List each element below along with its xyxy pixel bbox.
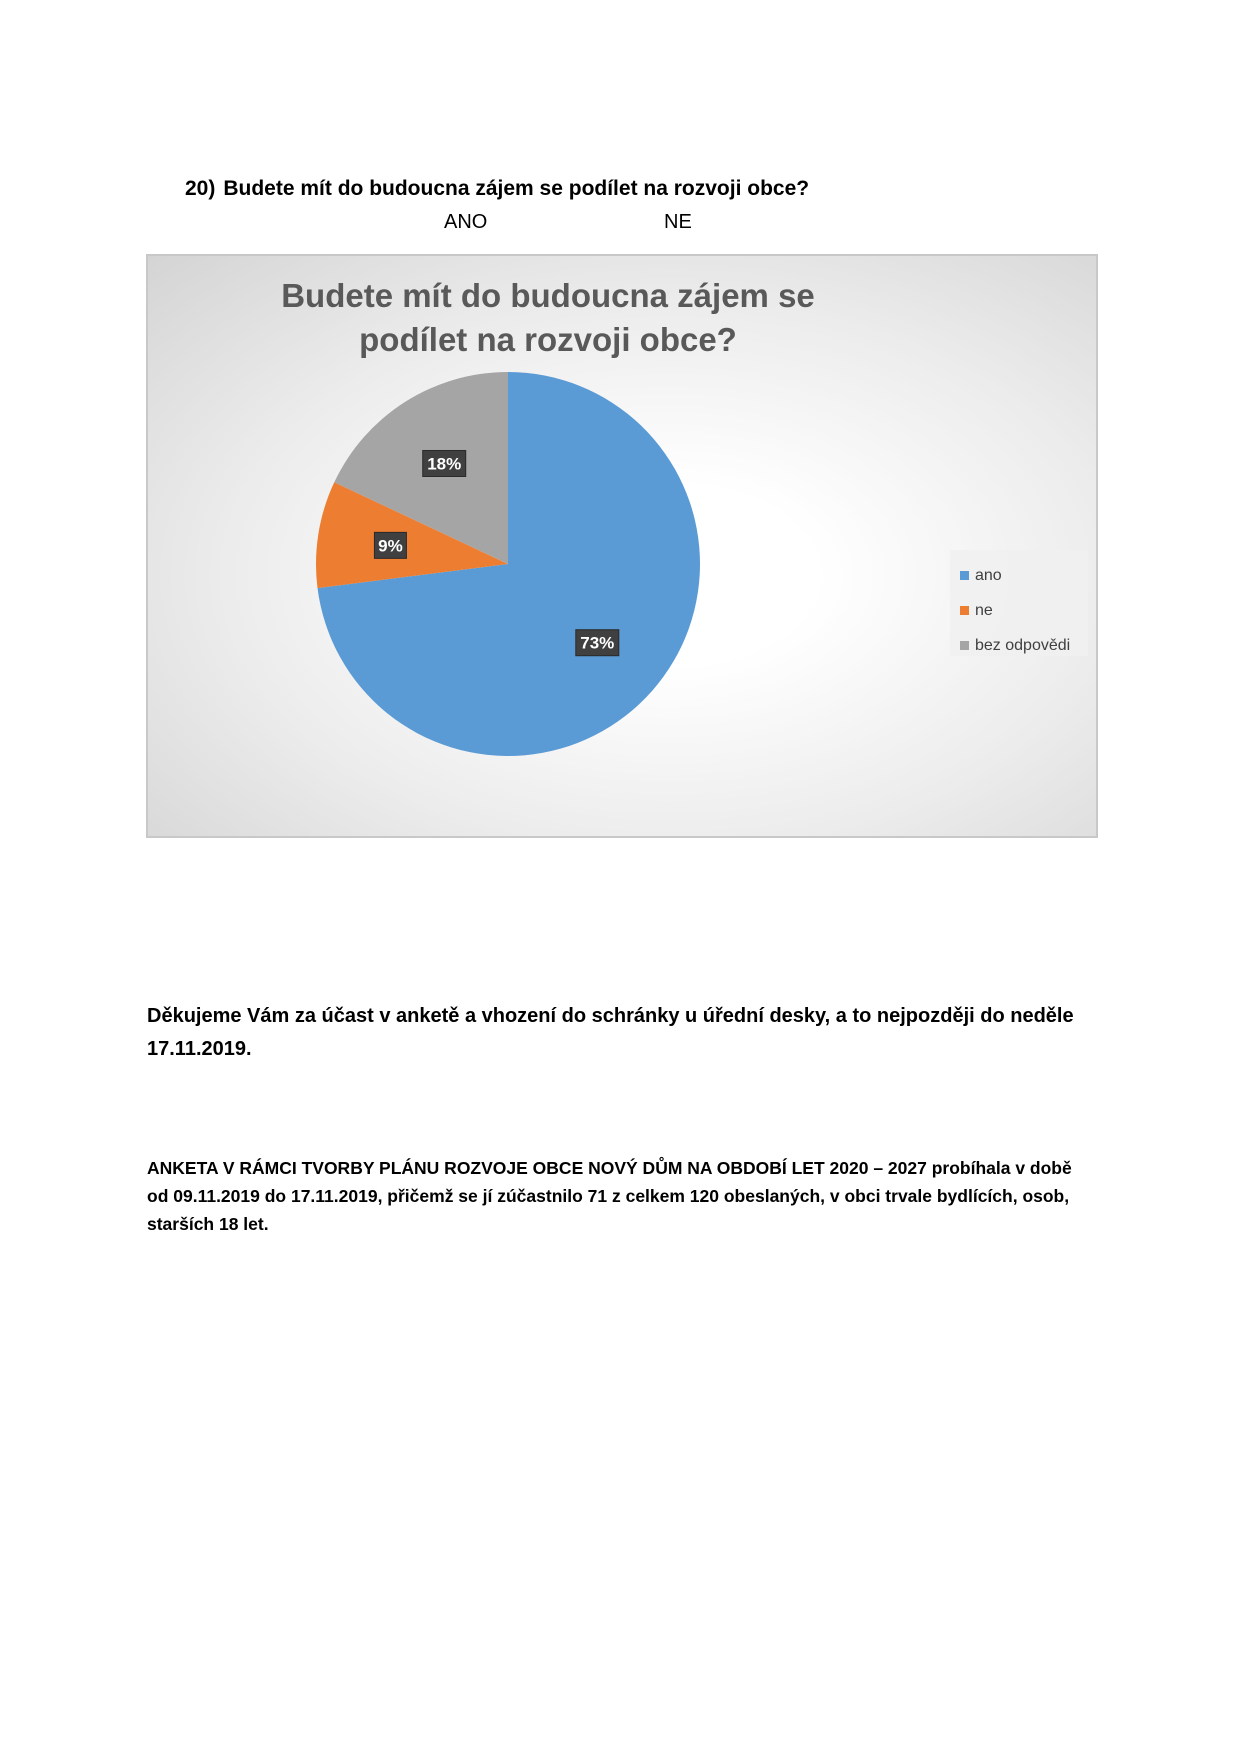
legend-item-ne xyxy=(960,593,1088,628)
legend-swatch-bez-odpovedi xyxy=(960,641,969,650)
pie-chart xyxy=(146,254,1098,838)
chart-title: Budete mít do budoucna zájem se podílet na rozvoji obce? xyxy=(281,277,815,358)
legend-item-ano xyxy=(960,558,1088,593)
legend-label-bez-odpovedi: bez odpovědi xyxy=(975,636,1071,654)
legend-label-ano: ano xyxy=(975,566,1002,584)
legend-label-ne: ne xyxy=(975,601,993,619)
question-number: 20) xyxy=(185,177,216,200)
option-ne: NE xyxy=(664,211,692,233)
legend-item-bez-odpovedi xyxy=(960,628,1088,663)
legend-swatch-ne xyxy=(960,606,969,615)
question-heading xyxy=(185,177,809,201)
chart-legend xyxy=(950,550,1088,656)
svg-text:18%: 18% xyxy=(427,454,462,474)
pie-chart-svg xyxy=(148,256,1096,836)
thank-you-text: Děkujeme Vám za účast v anketě a vhození do schránky u úřední desky, a to nejpozději do neděle 17.11.2019. xyxy=(147,1005,1074,1060)
data-label-ne xyxy=(374,532,406,558)
data-label-bez-odpovedi xyxy=(423,450,466,476)
survey-info-text: ANKETA V RÁMCI TVORBY PLÁNU ROZVOJE OBCE NOVÝ DŮM NA OBDOBÍ LET 2020 – 2027 probíhala v době od 09.11.2019 do 17.11.2019, přičemž se jí zúčastnilo 71 z celkem 120 obeslaných, v obci trvale bydlících, osob, starších 18 let. xyxy=(147,1158,1072,1234)
option-ano: ANO xyxy=(444,211,488,233)
question-text: Budete mít do budoucna zájem se podílet na rozvoji obce? xyxy=(223,177,810,200)
svg-text:73%: 73% xyxy=(580,633,615,653)
legend-swatch-ano xyxy=(960,571,969,580)
svg-text:9%: 9% xyxy=(378,536,403,556)
data-label-ano xyxy=(576,630,619,656)
